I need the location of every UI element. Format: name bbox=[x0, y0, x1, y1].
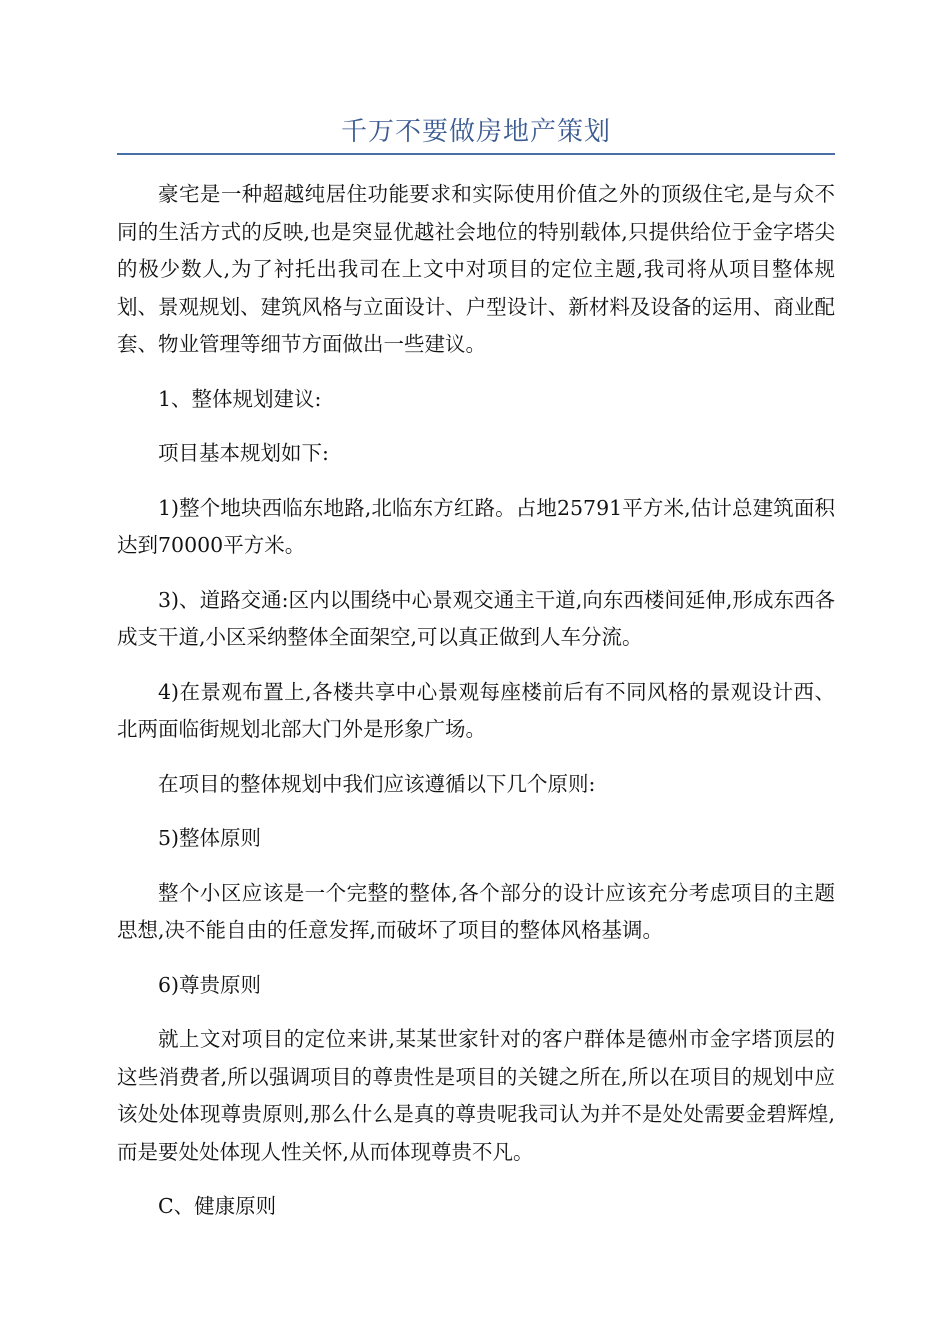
paragraph-noble-principle: 就上文对项目的定位来讲,某某世家针对的客户群体是德州市金字塔顶层的这些消费者,所以强调项目的尊贵性是项目的关键之所在,所以在项目的规划中应该处处体现尊贵原则,那么什么是真的尊贵呢我司认为并不是处处需要金碧辉煌,而是要处处体现人性关怀,从而体现尊贵不凡。 bbox=[117, 1027, 835, 1164]
heading-health-principle: C、健康原则 bbox=[158, 1194, 277, 1218]
paragraph-traffic: 3)、道路交通:区内以围绕中心景观交通主干道,向东西楼间延伸,形成东西各成支干道,小区采纳整体全面架空,可以真正做到人车分流。 bbox=[117, 587, 835, 649]
heading-noble-principle: 6)尊贵原则 bbox=[158, 972, 262, 997]
paragraph-site: 1)整个地块西临东地路,北临东方红路。占地25791平方米,估计总建筑面积达到70000平方米。 bbox=[117, 495, 835, 557]
paragraph-landscape: 4)在景观布置上,各楼共享中心景观每座楼前后有不同风格的景观设计西、北两面临街规划北部大门外是形象广场。 bbox=[117, 679, 835, 741]
paragraph-overall-principle: 整个小区应该是一个完整的整体,各个部分的设计应该充分考虑项目的主题思想,决不能自由的任意发挥,而破坏了项目的整体风格基调。 bbox=[117, 880, 835, 942]
paragraph-principles-intro: 在项目的整体规划中我们应该遵循以下几个原则: bbox=[158, 771, 596, 796]
paragraph-basic-planning: 项目基本规划如下: bbox=[158, 441, 329, 465]
paragraph-intro: 豪宅是一种超越纯居住功能要求和实际使用价值之外的顶级住宅,是与众不同的生活方式的反映,也是突显优越社会地位的特别载体,只提供给位于金字塔尖的极少数人,为了衬托出我司在上文中对项目的定位主题,我司将从项目整体规划、景观规划、建筑风格与立面设计、户型设计、新材料及设备的运用、商业配套、物业管理等细节方面做出一些建议。 bbox=[117, 182, 835, 356]
document-body bbox=[117, 176, 835, 1243]
heading-overall-planning: 1、整体规划建议: bbox=[158, 386, 322, 411]
title-underline bbox=[117, 153, 835, 155]
document-title: 千万不要做房地产策划 bbox=[340, 117, 611, 147]
heading-overall-principle: 5)整体原则 bbox=[158, 826, 262, 850]
